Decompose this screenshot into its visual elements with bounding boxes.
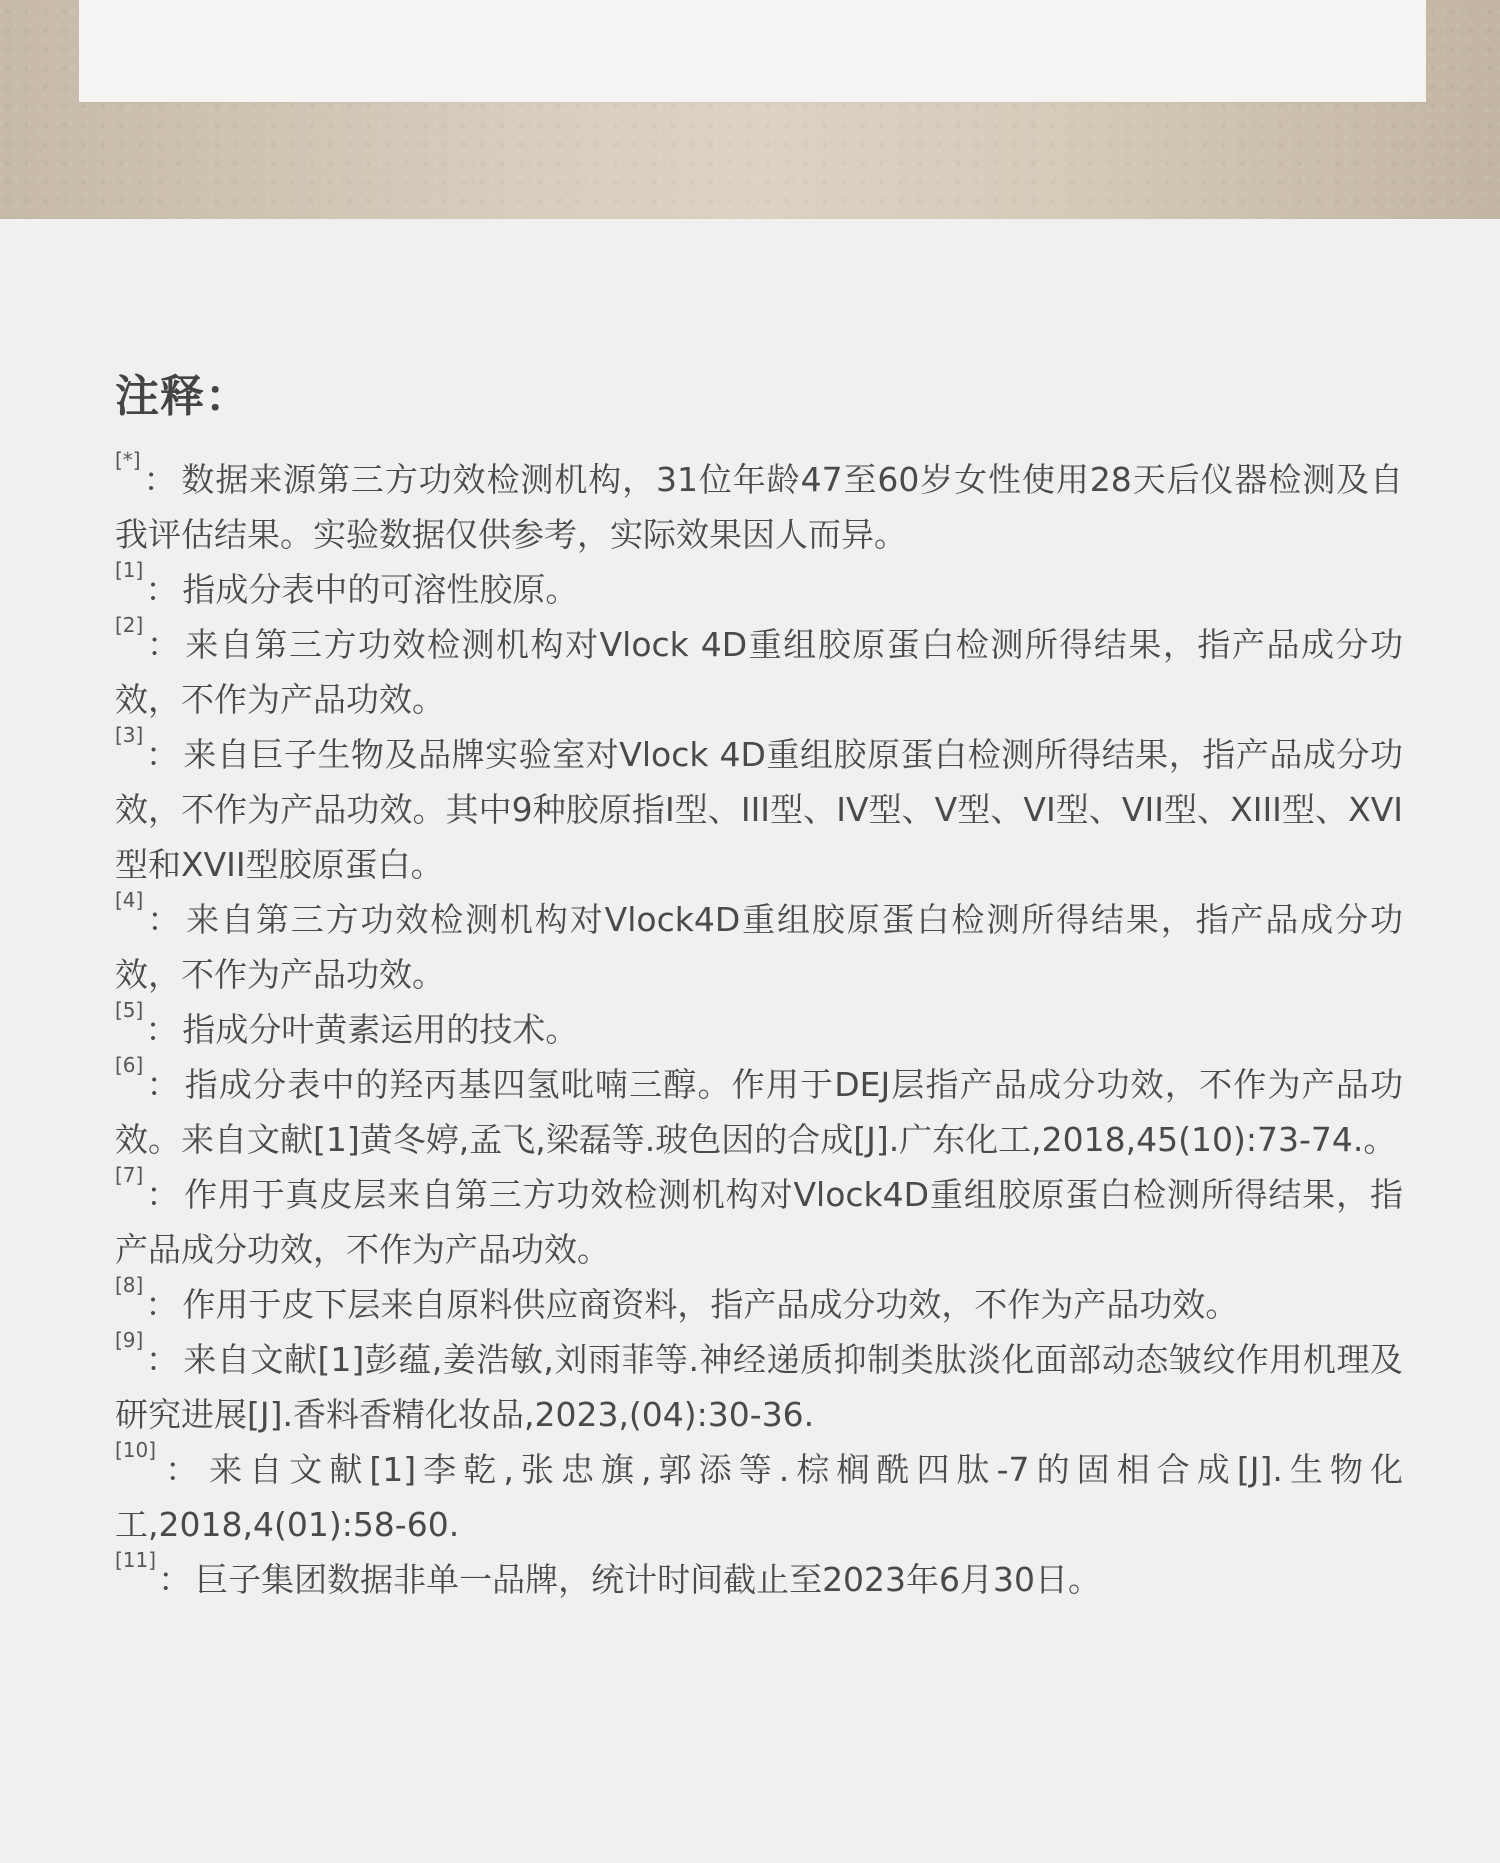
notes-section <box>115 370 1403 1607</box>
note-separator: ： <box>145 1340 180 1379</box>
note-text: 来自文献[1]彭蕴,姜浩敏,刘雨菲等.神经递质抑制类肽淡化面部动态皱纹作用机理及研究进展[J].香料香精化妆品,2023,(04):30-36. <box>115 1340 1404 1434</box>
note-text: 指成分叶黄素运用的技术。 <box>182 1010 579 1049</box>
note-3 <box>115 723 1403 892</box>
note-9 <box>115 1328 1404 1442</box>
note-marker: [10] <box>115 1438 157 1462</box>
note-separator: ： <box>142 460 178 499</box>
note-marker: [2] <box>115 613 144 637</box>
notes-title: 注释： <box>115 371 250 422</box>
note-7 <box>115 1163 1404 1277</box>
note-6 <box>115 1053 1403 1167</box>
note-marker: [7] <box>115 1163 144 1187</box>
note-text: 来自巨子生物及品牌实验室对Vlock 4D重组胶原蛋白检测所得结果，指产品成分功效，不作为产品功效。其中9种胶原指Ⅰ型、III型、IV型、V型、VI型、VII型、XIII型、XVI型和XVII型胶原蛋白。 <box>115 735 1403 884</box>
note-text: 作用于皮下层来自原料供应商资料，指产品成分功效，不作为产品功效。 <box>182 1285 1239 1324</box>
note-2 <box>115 613 1404 727</box>
note-separator: ： <box>145 1065 181 1104</box>
note-separator: ： <box>158 1560 192 1599</box>
note-marker: [8] <box>115 1273 144 1297</box>
note-1 <box>115 558 1403 617</box>
notes-list <box>115 448 1404 1607</box>
note-10 <box>115 1438 1404 1552</box>
note-text: 作用于真皮层来自第三方功效检测机构对Vlock4D重组胶原蛋白检测所得结果，指产品成分功效，不作为产品功效。 <box>115 1175 1404 1269</box>
note-text: 来自文献[1]李乾,张忠旗,郭添等.棕榈酰四肽-7的固相合成[J].生物化工,2018,4(01):58-60. <box>115 1450 1404 1544</box>
note-11 <box>115 1548 1403 1607</box>
note-separator: ： <box>158 1450 206 1489</box>
note-5 <box>115 998 1403 1057</box>
note-separator: ： <box>145 625 182 664</box>
note-separator: ： <box>145 900 183 939</box>
top-white-card <box>79 0 1426 102</box>
top-decorative-band <box>0 0 1500 219</box>
note-marker: [*] <box>115 448 141 472</box>
note-separator: ： <box>145 1010 179 1049</box>
note-marker: [3] <box>115 723 144 747</box>
note-text: 巨子集团数据非单一品牌，统计时间截止至2023年6月30日。 <box>195 1560 1102 1599</box>
note-marker: [6] <box>115 1053 144 1077</box>
note-marker: [1] <box>115 558 144 582</box>
note-text: 来自第三方功效检测机构对Vlock4D重组胶原蛋白检测所得结果，指产品成分功效，不作为产品功效。 <box>115 900 1404 994</box>
note-separator: ： <box>145 570 179 609</box>
note-4 <box>115 888 1404 1002</box>
note-8 <box>115 1273 1403 1332</box>
note-text: 指成分表中的可溶性胶原。 <box>182 570 579 609</box>
note-marker: [11] <box>115 1548 157 1572</box>
note-text: 指成分表中的羟丙基四氢吡喃三醇。作用于DEJ层指产品成分功效，不作为产品功效。来自文献[1]黄冬婷,孟飞,梁磊等.玻色因的合成[J].广东化工,2018,45(10):73-74.。 <box>115 1065 1403 1159</box>
note-star <box>115 448 1404 562</box>
note-marker: [4] <box>115 888 144 912</box>
note-marker: [5] <box>115 998 144 1022</box>
note-separator: ： <box>145 735 180 774</box>
note-text: 来自第三方功效检测机构对Vlock 4D重组胶原蛋白检测所得结果，指产品成分功效，不作为产品功效。 <box>115 625 1404 719</box>
note-separator: ： <box>145 1285 179 1324</box>
note-marker: [9] <box>115 1328 144 1352</box>
note-separator: ： <box>145 1175 181 1214</box>
note-text: 数据来源第三方功效检测机构，31位年龄47至60岁女性使用28天后仪器检测及自我评估结果。实验数据仅供参考，实际效果因人而异。 <box>115 460 1404 554</box>
